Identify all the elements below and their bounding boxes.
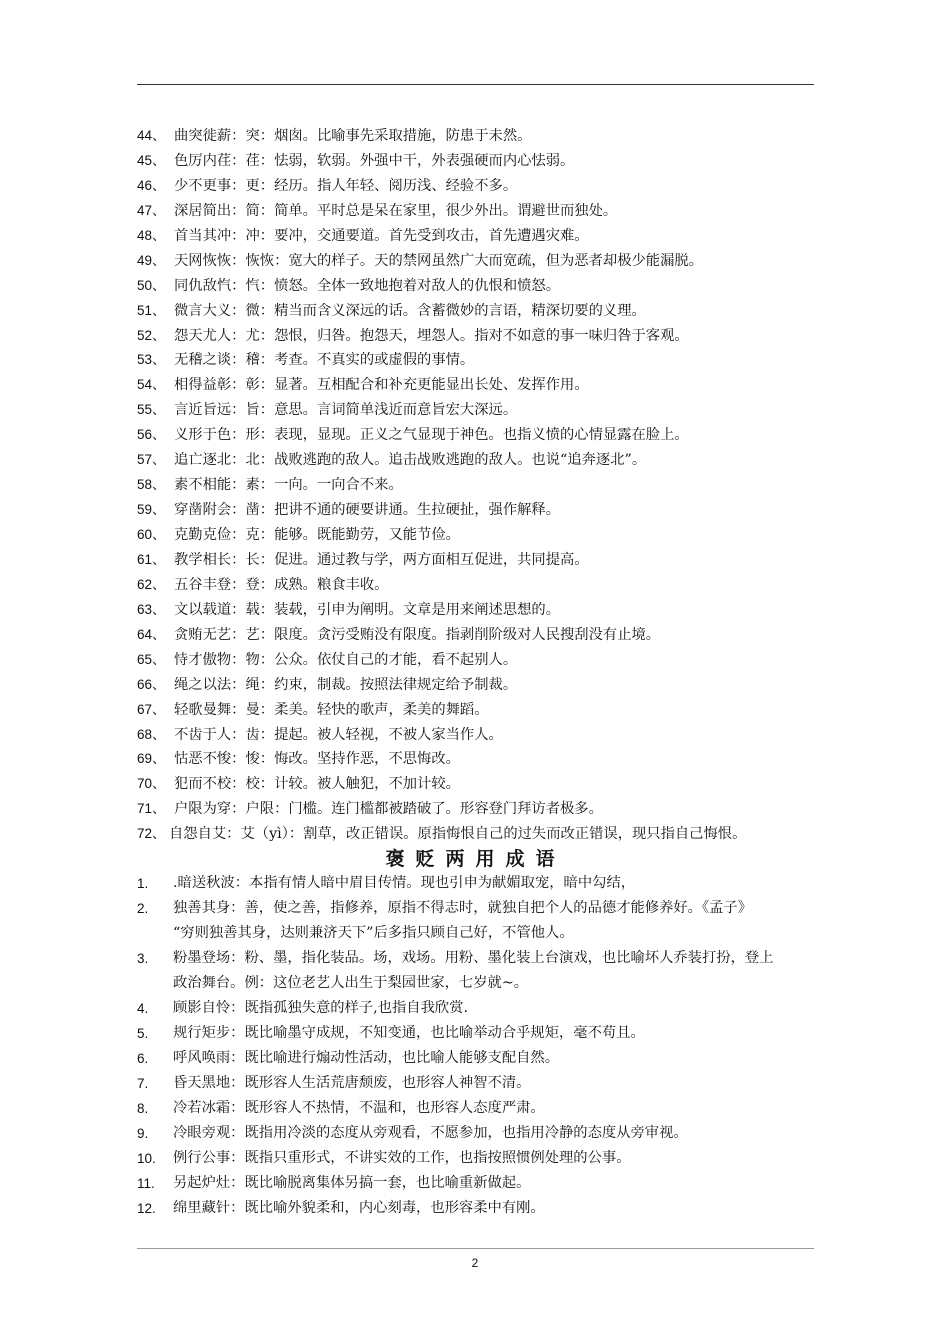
list-item (137, 498, 827, 523)
item-text: 恃才傲物：物：公众。依仗自己的才能，看不起别人。 (174, 651, 518, 668)
item-text: 微言大义：微：精当而含义深远的话。含蓄微妙的言语，精深切要的义理。 (174, 302, 646, 319)
item-text: 贪贿无艺：艺：限度。贪污受贿没有限度。指剥削阶级对人民搜刮没有止境。 (174, 626, 661, 643)
item-text: 相得益彰：彰：显著。互相配合和补充更能显出长处、发挥作用。 (174, 377, 589, 394)
list-item (137, 448, 827, 473)
item-number: 1. (137, 876, 149, 891)
item-number: 56、 (137, 427, 166, 443)
page-number: 2 (471, 1256, 479, 1270)
item-number: 52、 (137, 327, 166, 343)
list-item (137, 324, 827, 349)
item-number: 58、 (137, 477, 166, 493)
item-text: 天网恢恢：恢恢：宽大的样子。天的禁网虽然广大而宽疏，但为恶者却极少能漏脱。 (174, 252, 703, 269)
list-item (137, 673, 827, 698)
item-text: 另起炉灶：既比喻脱离集体另搞一套，也比喻重新做起。 (173, 1175, 531, 1191)
item-number: 60、 (137, 527, 166, 542)
item-text: 文以载道：载：装载，引申为阐明。文章是用来阐述思想的。 (174, 601, 561, 618)
item-text: “穷则独善其身，达则兼济天下”后多指只顾自己好，不管他人。 (173, 925, 574, 941)
item-text: 首当其冲：冲：要冲，交通要道。首先受到攻击，首先遭遇灾难。 (174, 227, 589, 244)
list-item (137, 1096, 827, 1121)
item-text: 昏天黑地：既形容人生活荒唐颓废，也形容人神智不清。 (173, 1075, 531, 1091)
item-number: 7. (137, 1076, 149, 1091)
header-rule (137, 84, 814, 85)
item-text: 粉墨登场：粉、墨，指化装品。场，戏场。用粉、墨化装上台演戏，也比喻坏人乔装打扮，登上 (173, 950, 774, 966)
item-text: 不齿于人：齿：提起。被人轻视，不被人家当作人。 (174, 726, 503, 743)
item-text: 穿凿附会：凿：把讲不通的硬要讲通。生拉硬扯，强作解释。 (174, 502, 561, 519)
list-item (137, 348, 827, 373)
item-text: 曲突徙薪：突：烟囱。比喻事先采取措施，防患于未然。 (174, 128, 532, 144)
list-item (137, 822, 827, 847)
item-number: 44、 (137, 128, 166, 143)
item-text: 言近旨远：旨：意思。言词简单浅近而意旨宏大深远。 (174, 402, 518, 419)
item-number: 64、 (137, 626, 166, 642)
item-text: 怙恶不悛：悛：悔改。坚持作恶，不思悔改。 (174, 751, 460, 768)
item-text: 色厉内荏：荏：怯弱，软弱。外强中干，外表强硬而内心怯弱。 (174, 152, 575, 169)
item-number: 59、 (137, 502, 166, 518)
item-number: 46、 (137, 177, 166, 193)
item-number: 68、 (137, 726, 166, 742)
item-number: 45、 (137, 152, 166, 168)
item-text: 例行公事：既指只重形式，不讲实效的工作，也指按照惯例处理的公事。 (173, 1150, 631, 1166)
list-item (137, 573, 827, 598)
list-item (137, 373, 827, 398)
list-item (137, 523, 827, 548)
item-text: 呼风唤雨：既比喻进行煽动性活动，也比喻人能够支配自然。 (173, 1050, 560, 1066)
list-item (137, 299, 827, 324)
item-number: 11. (137, 1176, 155, 1191)
item-number: 57、 (137, 452, 166, 468)
list-item (137, 723, 827, 748)
item-text: 犯而不校：校：计较。被人触犯，不加计较。 (174, 776, 460, 793)
item-number: 8. (137, 1101, 149, 1116)
list-item (137, 996, 827, 1021)
item-text: 无稽之谈：稽：考查。不真实的或虚假的事情。 (174, 352, 475, 369)
list-item (137, 1021, 827, 1046)
item-text: 自怨自艾：艾（yì）：割草，改正错误。原指悔恨自己的过失而改正错误，现只指自己悔恨。 (169, 826, 747, 843)
item-text: 冷若冰霜：既形容人不热情，不温和，也形容人态度严肃。 (173, 1100, 545, 1116)
item-number: 47、 (137, 202, 166, 218)
list-item (137, 896, 827, 946)
footer-rule (137, 1248, 814, 1249)
item-number: 62、 (137, 576, 166, 592)
list-item (137, 124, 827, 149)
item-number: 54、 (137, 377, 166, 393)
item-number: 12. (137, 1201, 156, 1216)
item-text: .暗送秋波：本指有情人暗中眉目传情。现也引申为献媚取宠，暗中勾结， (173, 875, 636, 891)
list-item (137, 623, 827, 648)
list-item (137, 871, 827, 896)
list-item (137, 1171, 827, 1196)
list-item (137, 598, 827, 623)
item-text: 怨天尤人：尤：怨恨，归咎。抱怨天，埋怨人。指对不如意的事一味归咎于客观。 (174, 327, 689, 344)
item-number: 51、 (137, 302, 166, 318)
list-item (137, 1071, 827, 1096)
item-text: 轻歌曼舞：曼：柔美。轻快的歌声，柔美的舞蹈。 (174, 701, 489, 718)
item-number: 48、 (137, 227, 166, 243)
list-item (137, 1146, 827, 1171)
list-item (137, 473, 827, 498)
item-number: 3. (137, 951, 149, 966)
item-number: 67、 (137, 701, 166, 717)
list-item (137, 698, 827, 723)
item-number: 61、 (137, 551, 166, 567)
list-item (137, 648, 827, 673)
list-item (137, 224, 827, 249)
item-text: 深居简出：简：简单。平时总是呆在家里，很少外出。谓避世而独处。 (174, 202, 618, 219)
item-text: 同仇敌忾：忾：愤怒。全体一致地抱着对敌人的仇恨和愤怒。 (174, 277, 561, 294)
list-item (137, 1121, 827, 1146)
item-text: 规行矩步：既比喻墨守成规，不知变通，也比喻举动合乎规矩，毫不苟且。 (173, 1025, 645, 1041)
section-title: 褒贬两用成语 (385, 848, 566, 870)
list-item (137, 548, 827, 573)
item-text: 素不相能：素：一向。一向合不来。 (174, 477, 403, 494)
idiom-list-explained (137, 124, 827, 847)
item-text: 五谷丰登：登：成熟。粮食丰收。 (174, 576, 389, 593)
item-number: 65、 (137, 651, 166, 667)
item-text: 绵里藏针：既比喻外貌柔和，内心刻毒，也形容柔中有刚。 (173, 1200, 545, 1216)
item-text: 政治舞台。例：这位老艺人出生于梨园世家，七岁就~。 (173, 975, 529, 991)
item-number: 4. (137, 1001, 149, 1016)
list-item (137, 747, 827, 772)
item-text: 义形于色：形：表现，显现。正义之气显现于神色。也指义愤的心情显露在脸上。 (174, 427, 689, 444)
list-item (137, 398, 827, 423)
item-number: 2. (137, 901, 149, 916)
idiom-list-dual-use (137, 871, 827, 1221)
item-text: 顾影自怜：既指孤独失意的样子,也指自我欣赏. (173, 1000, 469, 1016)
list-item (137, 946, 827, 996)
item-number: 70、 (137, 776, 166, 792)
item-number: 6. (137, 1051, 149, 1066)
list-item (137, 174, 827, 199)
list-item (137, 423, 827, 448)
list-item (137, 249, 827, 274)
item-number: 66、 (137, 676, 166, 692)
list-item (137, 149, 827, 174)
item-number: 49、 (137, 252, 166, 268)
list-item (137, 1046, 827, 1071)
item-text: 克勤克俭：克：能够。既能勤劳，又能节俭。 (174, 527, 460, 543)
item-number: 55、 (137, 402, 166, 418)
item-text: 户限为穿：户限：门槛。连门槛都被踏破了。形容登门拜访者极多。 (174, 801, 603, 818)
item-number: 53、 (137, 352, 166, 368)
item-text: 教学相长：长：促进。通过教与学，两方面相互促进，共同提高。 (174, 551, 589, 568)
item-text: 少不更事：更：经历。指人年轻、阅历浅、经验不多。 (174, 177, 518, 194)
list-item (137, 199, 827, 224)
item-number: 10. (137, 1151, 156, 1166)
item-text: 冷眼旁观：既指用冷淡的态度从旁观看，不愿参加，也指用冷静的态度从旁审视。 (173, 1125, 688, 1141)
item-number: 69、 (137, 751, 166, 767)
item-text: 绳之以法：绳：约束，制裁。按照法律规定给予制裁。 (174, 676, 518, 693)
item-number: 50、 (137, 277, 166, 293)
list-item (137, 274, 827, 299)
item-number: 71、 (137, 801, 166, 817)
item-number: 5. (137, 1026, 149, 1041)
item-text: 追亡逐北：北：战败逃跑的敌人。追击战败逃跑的敌人。也说“追奔逐北”。 (174, 452, 647, 469)
item-number: 63、 (137, 601, 166, 617)
list-item (137, 772, 827, 797)
list-item (137, 1196, 827, 1221)
item-number: 72、 (137, 826, 166, 842)
item-text: 独善其身：善，使之善，指修养，原指不得志时，就独自把个人的品德才能修养好。《孟子》 (173, 900, 753, 916)
item-number: 9. (137, 1126, 149, 1141)
list-item (137, 797, 827, 822)
